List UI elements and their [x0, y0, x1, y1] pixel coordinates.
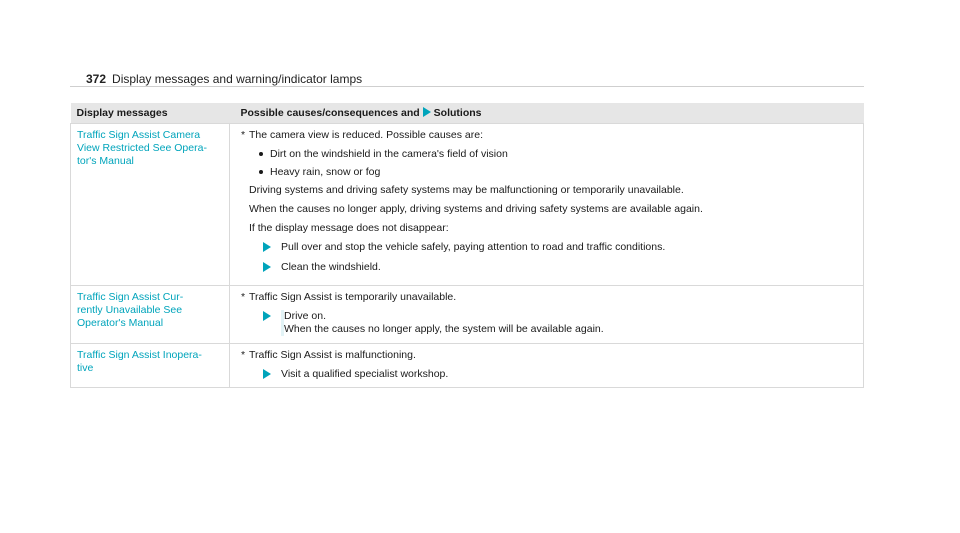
solution-step [263, 261, 857, 274]
solution-text: Visit a qualified specialist workshop. [281, 367, 449, 380]
solution-step [263, 241, 857, 254]
solution-text: Clean the windshield. [281, 260, 381, 273]
action-arrow-icon [263, 369, 271, 379]
solution-note: When the causes no longer apply, the system will be available again. [284, 322, 604, 335]
header-divider [70, 86, 864, 87]
message-cell [71, 286, 230, 343]
bullet-icon [259, 152, 263, 156]
message-cell [71, 343, 230, 388]
cause-list [241, 148, 857, 179]
message-cell [71, 124, 230, 286]
column-header-causes-label: Possible causes/consequences and [240, 106, 420, 119]
cause-text: Heavy rain, snow or fog [270, 165, 381, 178]
display-message-text: View Restricted See Opera- [77, 141, 207, 154]
column-header-display-messages: Display messages [71, 103, 230, 124]
table-row [71, 286, 864, 343]
display-message-text: Traffic Sign Assist Camera [77, 129, 201, 141]
list-item [259, 166, 857, 179]
table-row [71, 124, 864, 286]
causes-solutions-cell [230, 124, 864, 286]
solution-arrow-icon [423, 107, 431, 117]
solution-text: Pull over and stop the vehicle safely, paying attention to road and traffic conditions. [281, 240, 666, 253]
solution-step [263, 310, 857, 336]
action-arrow-icon [263, 311, 271, 321]
cause-text: Dirt on the windshield in the camera's field of vision [270, 147, 508, 160]
column-header-solutions-label: Solutions [433, 106, 482, 119]
table-row [71, 343, 864, 388]
asterisk-marker: * [241, 291, 246, 304]
consequence-text: Driving systems and driving safety systems may be malfunctioning or temporarily unavailable. [249, 184, 684, 197]
display-message-text: Traffic Sign Assist Inopera- [77, 348, 202, 361]
column-header-causes-solutions [230, 103, 864, 124]
display-message-text: tor's Manual [77, 154, 134, 167]
causes-solutions-cell [230, 286, 864, 343]
cause-intro: Traffic Sign Assist is temporarily unavailable. [249, 291, 457, 304]
solution-text: Drive on. [284, 310, 327, 323]
consequence-text: If the display message does not disappear: [249, 221, 449, 234]
page-title: Display messages and warning/indicator lamps [112, 72, 363, 86]
list-item [259, 148, 857, 161]
display-message-text: Traffic Sign Assist Cur- [77, 291, 184, 304]
display-messages-table [70, 103, 864, 388]
action-arrow-icon [263, 242, 271, 252]
display-message-text: Operator's Manual [77, 316, 164, 329]
page-number: 372 [86, 72, 107, 86]
consequence-text: When the causes no longer apply, driving systems and driving safety systems are available again. [249, 203, 703, 216]
asterisk-marker: * [241, 129, 246, 141]
solution-step [263, 368, 857, 381]
display-message-text: tive [77, 361, 94, 374]
causes-solutions-cell [230, 343, 864, 388]
display-message-text: rently Unavailable See [77, 304, 183, 317]
bullet-icon [259, 170, 263, 174]
asterisk-marker: * [241, 348, 246, 361]
table-header-row [71, 103, 864, 124]
cause-intro: Traffic Sign Assist is malfunctioning. [249, 348, 416, 361]
action-arrow-icon [263, 262, 271, 272]
cause-intro: The camera view is reduced. Possible causes are: [249, 129, 484, 141]
page-header [86, 72, 362, 86]
